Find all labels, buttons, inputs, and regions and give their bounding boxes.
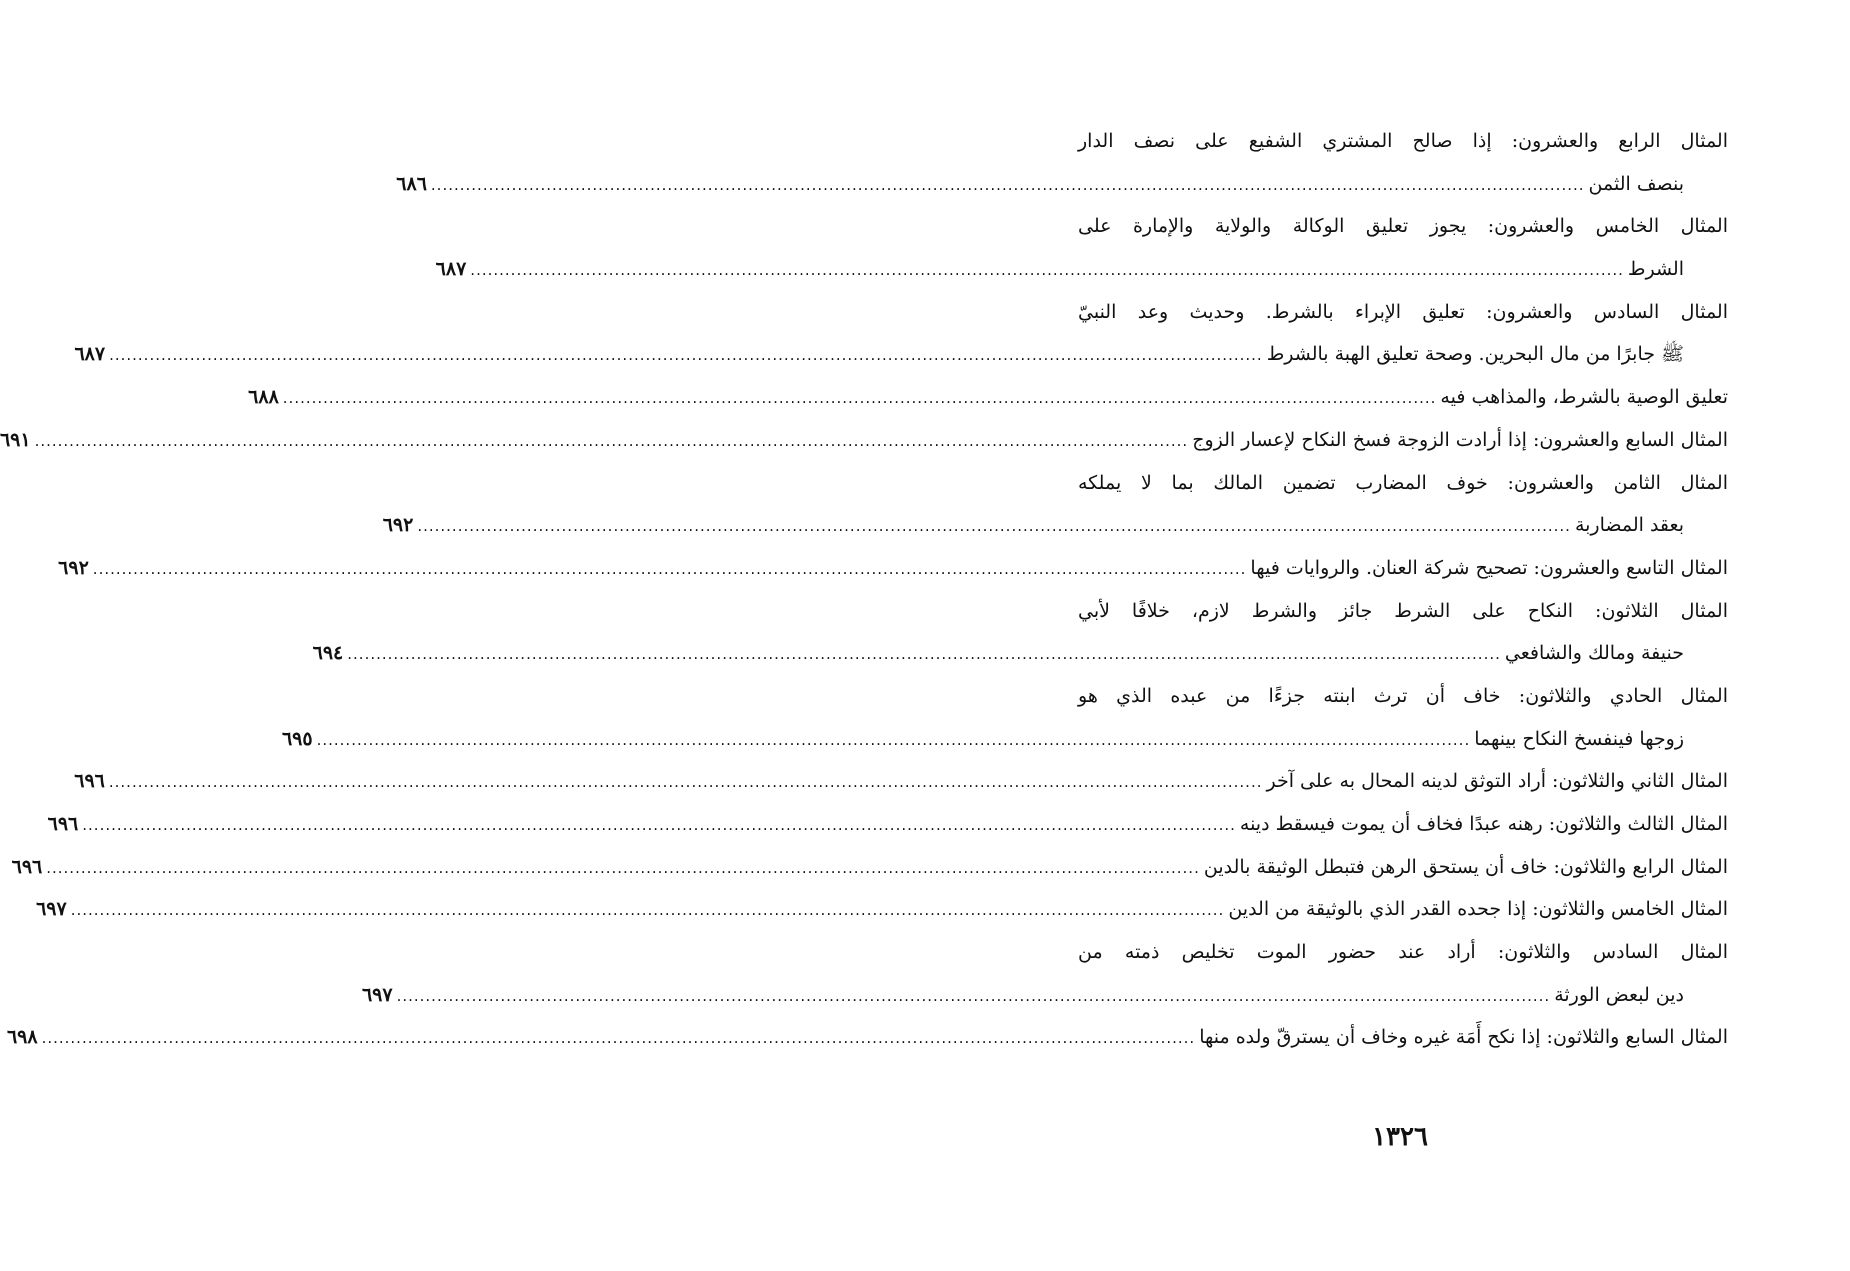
toc-entry[interactable] [11, 846, 1728, 889]
dot-leader: ........................................................................................................................................................................................................ [92, 559, 1247, 578]
toc-page-number: ٦٩٤ [312, 642, 344, 665]
toc-page-number: ٦٩٥ [281, 727, 313, 750]
dot-leader: ........................................................................................................................................................................................................ [82, 816, 1236, 834]
toc-entry[interactable] [312, 632, 1728, 675]
dot-leader: ........................................................................................................................................................................................................ [470, 261, 1624, 280]
page-number: ١٣٢٦ [1372, 1122, 1428, 1152]
toc-entry[interactable] [36, 888, 1728, 931]
dot-leader: ........................................................................................................................................................................................................ [34, 431, 1189, 450]
toc-page-number: ٦٨٨ [248, 386, 279, 409]
toc-entry-title: بعقد المضاربة [1574, 514, 1684, 537]
toc-page-number: ٦٨٦ [396, 172, 427, 195]
dot-leader: ........................................................................................................................................................................................................ [70, 901, 1225, 920]
toc-page-number: ٦٩٧ [36, 898, 67, 921]
dot-leader: ........................................................................................................................................................................................................ [108, 773, 1263, 792]
toc-entry-line: المثال الحادي والثلاثون: خاف أن ترث ابنته جزءًا من عبده الذي هو [1078, 684, 1728, 707]
toc-entry[interactable] [74, 333, 1728, 376]
toc-entry-line: المثال الخامس والعشرون: يجوز تعليق الوكالة والولاية والإمارة على [1078, 215, 1728, 238]
toc-page-number: ٦٩٦ [47, 813, 79, 835]
toc-page-number: ٦٩٦ [74, 770, 105, 793]
toc-entry-title: المثال التاسع والعشرون: تصحيح شركة العنان. والروايات فيها [1250, 556, 1728, 579]
toc-entry-line: المثال الثلاثون: النكاح على الشرط جائز والشرط لازم، خلافًا لأبي [1078, 599, 1728, 622]
toc-page-number: ٦٨٧ [74, 343, 106, 366]
dot-leader: ........................................................................................................................................................................................................ [282, 389, 1437, 408]
toc-entry-line: المثال الثامن والعشرون: خوف المضارب تضمين المالك بما لا يملكه [1078, 471, 1728, 494]
dot-leader: ........................................................................................................................................................................................................ [41, 1029, 1196, 1048]
toc-entry-title: تعليق الوصية بالشرط، والمذاهب فيه [1440, 386, 1728, 409]
toc-entry[interactable] [58, 547, 1728, 590]
table-of-contents [0, 120, 1728, 1059]
toc-entry-line: المثال السادس والثلاثون: أراد عند حضور الموت تخليص ذمته من [1078, 941, 1728, 964]
toc-entry[interactable] [47, 803, 1728, 846]
dot-leader: ........................................................................................................................................................................................................ [347, 645, 1501, 664]
dot-leader: ........................................................................................................................................................................................................ [430, 175, 1585, 194]
toc-entry[interactable] [382, 504, 1728, 547]
dot-leader: ........................................................................................................................................................................................................ [46, 858, 1200, 877]
toc-entry-title: المثال السابع والثلاثون: إذا نكح أَمَة غيره وخاف أن يسترقّ ولده منها [1199, 1026, 1728, 1049]
toc-page-number: ٦٩٨ [6, 1026, 38, 1049]
toc-page-number: ٦٩١ [0, 428, 31, 451]
toc-entry[interactable] [248, 376, 1728, 419]
toc-entry-line: المثال السادس والعشرون: تعليق الإبراء بالشرط. وحديث وعد النبيّ [1078, 300, 1728, 323]
toc-entry-title: المثال السابع والعشرون: إذا أرادت الزوجة فسخ النكاح لإعسار الزوج [1192, 428, 1728, 451]
dot-leader: ........................................................................................................................................................................................................ [417, 517, 1571, 536]
dot-leader: ........................................................................................................................................................................................................ [316, 730, 1471, 749]
dot-leader: ........................................................................................................................................................................................................ [109, 346, 1263, 365]
toc-entry-title: المثال الثالث والثلاثون: رهنه عبدًا فخاف أن يموت فيسقط دينه [1239, 813, 1728, 835]
toc-entry-title: المثال الرابع والثلاثون: خاف أن يستحق الرهن فتبطل الوثيقة بالدين [1203, 855, 1728, 878]
toc-entry-title: الشرط [1627, 258, 1684, 281]
toc-entry-title: المثال الخامس والثلاثون: إذا جحده القدر الذي بالوثيقة من الدين [1228, 898, 1728, 921]
toc-entry-title: بنصف الثمن [1588, 172, 1684, 195]
toc-entry[interactable] [281, 718, 1728, 761]
toc-entry[interactable] [396, 163, 1728, 206]
toc-entry-title: ﷺ جابرًا من مال البحرين. وصحة تعليق الهبة بالشرط [1266, 343, 1684, 366]
toc-page-number: ٦٨٧ [435, 258, 467, 281]
toc-entry[interactable] [361, 974, 1728, 1017]
toc-entry-title: زوجها فينفسخ النكاح بينهما [1474, 727, 1684, 750]
toc-entry[interactable] [74, 760, 1728, 803]
toc-page-number: ٦٩٢ [382, 514, 414, 537]
toc-entry-title: المثال الثاني والثلاثون: أراد التوثق لدينه المحال به على آخر [1266, 770, 1728, 793]
toc-entry-title: دين لبعض الورثة [1554, 983, 1684, 1006]
toc-entry[interactable] [6, 1016, 1728, 1059]
dot-leader: ........................................................................................................................................................................................................ [396, 986, 1551, 1005]
toc-page-number: ٦٩٦ [11, 855, 43, 878]
toc-entry[interactable] [435, 248, 1728, 291]
toc-page-number: ٦٩٢ [58, 556, 89, 579]
toc-entry-title: حنيفة ومالك والشافعي [1504, 642, 1684, 665]
toc-page-number: ٦٩٧ [361, 983, 393, 1006]
toc-entry[interactable] [0, 419, 1728, 462]
toc-entry-line: المثال الرابع والعشرون: إذا صالح المشتري الشفيع على نصف الدار [1078, 130, 1728, 152]
